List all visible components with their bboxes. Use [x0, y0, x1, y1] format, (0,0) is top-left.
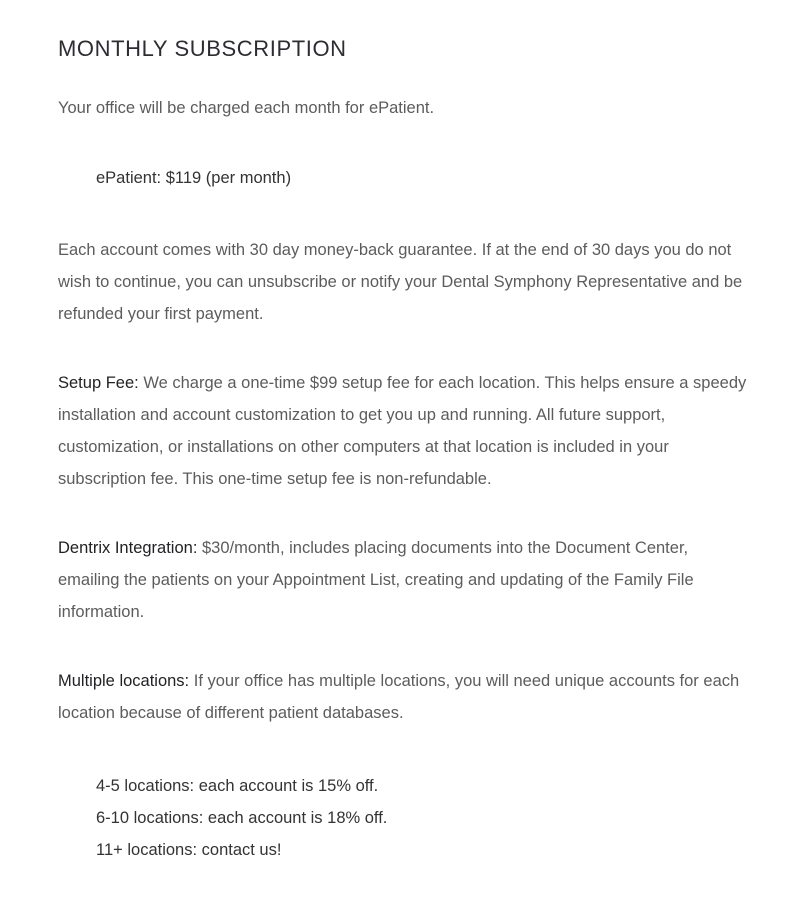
setup-fee-label: Setup Fee: [58, 374, 139, 392]
discount-tier-4-5: 4-5 locations: each account is 15% off. [96, 777, 379, 795]
discount-tier-6-10: 6-10 locations: each account is 18% off. [96, 809, 388, 827]
discount-tier-11-plus: 11+ locations: contact us! [96, 841, 282, 859]
setup-fee-body: We charge a one-time $99 setup fee for each location. This helps ensure a speedy installation and account customization to get you up and running. All future support, customization, or installations on other computers at that location is included in your subscription fee. This one-time setup fee is non-refundable. [58, 374, 747, 488]
epatient-price-line: ePatient: $119 (per month) [96, 169, 292, 187]
dentrix-integration-label: Dentrix Integration: [58, 539, 198, 557]
price-block [58, 162, 750, 194]
dentrix-integration-paragraph [58, 532, 750, 628]
multiple-locations-label: Multiple locations: [58, 672, 190, 690]
dentrix-integration-body: $30/month, includes placing documents into the Document Center, emailing the patients on your Appointment List, creating and updating of the Family File information. [58, 539, 694, 621]
discount-list [58, 770, 750, 866]
multiple-locations-body: If your office has multiple locations, you will need unique accounts for each location because of different patient databases. [58, 672, 740, 722]
page-title: MONTHLY SUBSCRIPTION [58, 36, 347, 61]
setup-fee-paragraph [58, 367, 750, 495]
multiple-locations-paragraph [58, 665, 750, 729]
intro-paragraph: Your office will be charged each month for ePatient. [58, 99, 435, 117]
guarantee-paragraph: Each account comes with 30 day money-back guarantee. If at the end of 30 days you do not wish to continue, you can unsubscribe or notify your Dental Symphony Representative and be refunded your first payment. [58, 241, 743, 323]
